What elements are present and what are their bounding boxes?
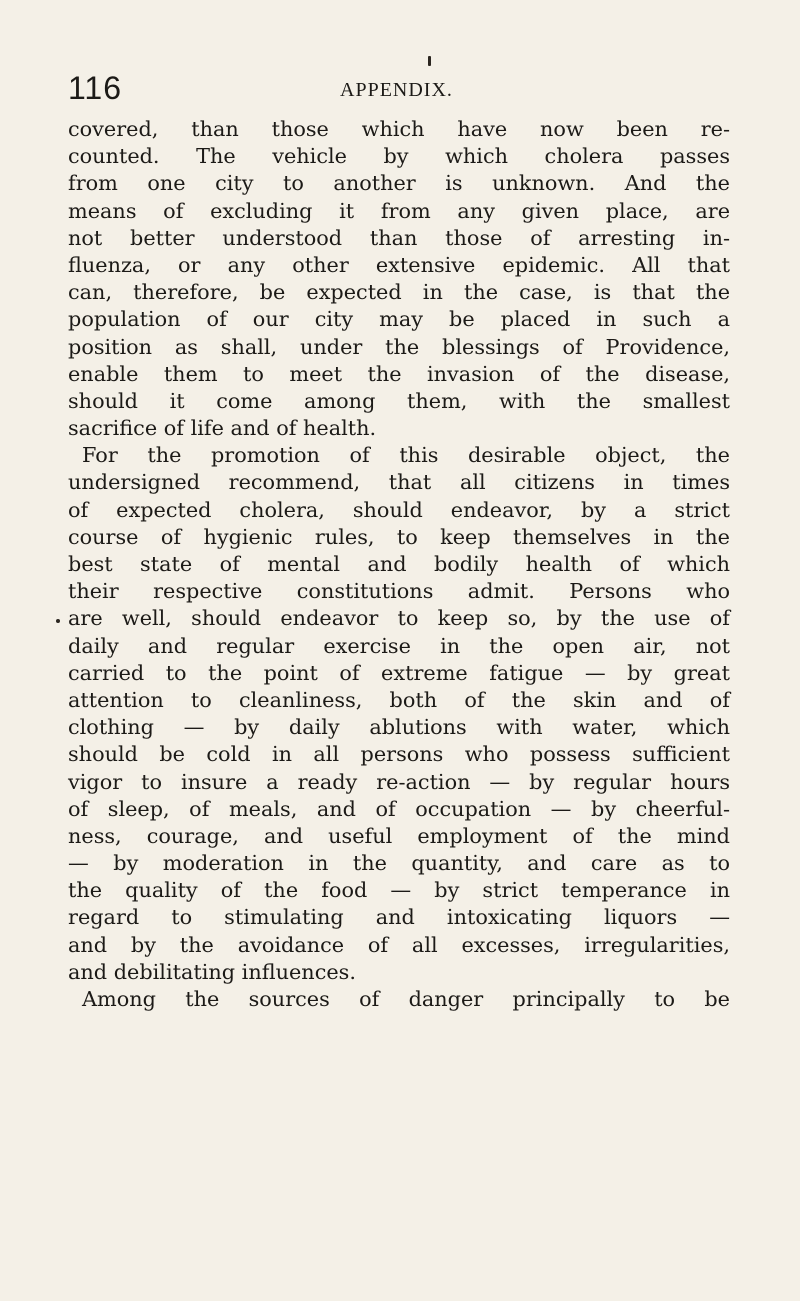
text-line: covered, than those which have now been re-	[68, 117, 730, 141]
text-line: course of hygienic rules, to keep themselves in the	[68, 524, 730, 549]
text-line: attention to cleanliness, both of the skin and of	[68, 687, 730, 712]
text-line: should be cold in all persons who possess sufficient	[68, 742, 730, 767]
text-line: undersigned recommend, that all citizens in times	[68, 470, 730, 495]
text-line: from one city to another is unknown. And the	[68, 171, 730, 196]
ink-speck	[56, 619, 60, 623]
text-line: are well, should endeavor to keep so, by the use of	[68, 606, 730, 631]
text-line: best state of mental and bodily health of which	[68, 552, 730, 576]
text-line: not better understood than those of arresting in-	[68, 225, 730, 250]
text-line: of sleep, of meals, and of occupation — by cheerful-	[68, 796, 730, 821]
text-line: counted. The vehicle by which cholera passes	[68, 144, 730, 169]
text-line: regard to stimulating and intoxicating liquors —	[68, 905, 730, 930]
paragraph-start-line: For the promotion of this desirable object, the	[82, 443, 730, 468]
page-number: 116	[68, 70, 123, 106]
text-line: means of excluding it from any given place, are	[68, 198, 730, 223]
page-header	[68, 68, 728, 108]
text-line: of expected cholera, should endeavor, by a strict	[68, 497, 730, 522]
text-line: population of our city may be placed in such a	[68, 307, 730, 332]
text-line: the quality of the food — by strict temperance in	[68, 878, 730, 903]
text-line: ness, courage, and useful employment of the mind	[68, 823, 730, 848]
paragraph-end-line: and debilitating influences.	[68, 959, 356, 984]
text-line: vigor to insure a ready re-action — by regular hours	[68, 769, 730, 794]
body-text	[68, 116, 730, 1013]
text-line: — by moderation in the quantity, and care as to	[68, 851, 730, 876]
text-line: clothing — by daily ablutions with water, which	[68, 715, 730, 740]
paragraph-start-line: Among the sources of danger principally to be	[82, 987, 730, 1011]
text-line: position as shall, under the blessings of Providence,	[68, 334, 730, 359]
text-line: carried to the point of extreme fatigue — by great	[68, 660, 730, 685]
text-line: enable them to meet the invasion of the disease,	[68, 361, 730, 386]
text-line: fluenza, or any other extensive epidemic. All that	[68, 252, 730, 277]
text-line: should it come among them, with the smallest	[68, 388, 730, 413]
paragraph-end-line: sacrifice of life and of health.	[68, 416, 377, 441]
text-line: and by the avoidance of all excesses, irregularities,	[68, 932, 730, 957]
text-line: can, therefore, be expected in the case, is that the	[68, 280, 730, 305]
ink-speck	[428, 56, 431, 66]
text-line: daily and regular exercise in the open air, not	[68, 633, 730, 658]
running-head: APPENDIX.	[340, 79, 453, 101]
text-line: their respective constitutions admit. Persons who	[68, 579, 730, 604]
